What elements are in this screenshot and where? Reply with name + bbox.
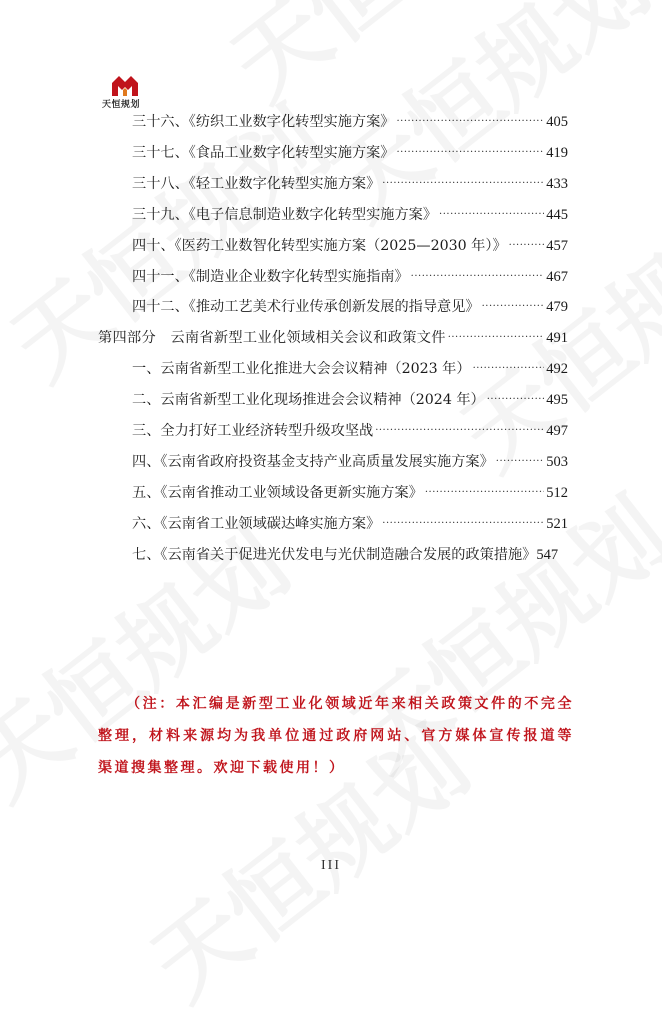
toc-entry-page: 547 bbox=[536, 546, 559, 563]
company-logo bbox=[102, 74, 152, 110]
note-text: （注：本汇编是新型工业化领域近年来相关政策文件的不完全整理，材料来源均为我单位通过政府网站、官方媒体宣传报道等渠道搜集整理。欢迎下载使用！） bbox=[98, 696, 574, 776]
toc-entry-page: 503 bbox=[546, 453, 568, 470]
toc-entry[interactable] bbox=[132, 420, 568, 442]
toc-entry[interactable] bbox=[132, 142, 568, 164]
toc-leader-dots bbox=[375, 420, 544, 442]
toc-entry[interactable] bbox=[132, 451, 568, 473]
toc-entry-title: 六、《云南省工业领域碳达峰实施方案》 bbox=[132, 515, 381, 532]
toc-entry-page: 492 bbox=[546, 361, 568, 378]
toc-entry-title: 三十九、《电子信息制造业数字化转型实施方案》 bbox=[132, 206, 438, 223]
logo-text: 天恒规划 bbox=[102, 100, 141, 110]
watermark-text bbox=[200, 0, 571, 124]
toc-entry[interactable] bbox=[132, 389, 568, 411]
toc-entry-page: 521 bbox=[546, 515, 568, 532]
logo-mark-icon bbox=[110, 74, 140, 96]
toc-entry-page: 405 bbox=[546, 114, 568, 130]
toc-leader-dots bbox=[425, 482, 544, 504]
toc-entry-title: 一、云南省新型工业化推进大会会议精神（2023 年） bbox=[132, 361, 471, 378]
toc-entry-title: 七、《云南省关于促进光伏发电与光伏制造融合发展的政策措施》 bbox=[132, 546, 537, 563]
toc-entry-title: 四十、《医药工业数智化转型实施方案（2025—2030 年）》 bbox=[132, 237, 507, 254]
toc-entry-page: 479 bbox=[546, 299, 568, 316]
toc-leader-dots bbox=[448, 327, 545, 349]
toc-leader-dots bbox=[396, 142, 544, 164]
toc-entry[interactable] bbox=[132, 544, 568, 566]
toc-entry-title: 三十八、《轻工业数字化转型实施方案》 bbox=[132, 175, 381, 192]
toc-entry-page: 433 bbox=[546, 175, 568, 192]
toc-entry-page: 512 bbox=[546, 484, 568, 501]
toc-entry[interactable] bbox=[132, 204, 568, 226]
toc-entry-page: 495 bbox=[546, 392, 568, 409]
toc-entry-title: 四十一、《制造业企业数字化转型实施指南》 bbox=[132, 268, 409, 285]
toc-leader-dots bbox=[439, 204, 544, 226]
toc-entry-title: 四、《云南省政府投资基金支持产业高质量发展实施方案》 bbox=[132, 453, 494, 470]
toc-entry-title: 四十二、《推动工艺美术行业传承创新发展的指导意见》 bbox=[132, 299, 480, 316]
toc-part-heading[interactable] bbox=[98, 327, 568, 349]
toc-leader-dots bbox=[509, 235, 545, 257]
toc-entry[interactable] bbox=[132, 173, 568, 195]
compilation-note bbox=[98, 688, 574, 784]
toc-leader-dots bbox=[411, 266, 545, 288]
toc-entry-page: 419 bbox=[546, 144, 568, 161]
toc-entry[interactable] bbox=[132, 358, 568, 380]
toc-entry-page: 445 bbox=[546, 206, 568, 223]
toc-entry-page: 467 bbox=[546, 268, 568, 285]
toc-entry-page: 497 bbox=[546, 423, 568, 439]
toc-entry-title: 五、《云南省推动工业领域设备更新实施方案》 bbox=[132, 484, 423, 501]
toc-entry[interactable] bbox=[132, 266, 568, 288]
toc-entry-title: 三、全力打好工业经济转型升级攻坚战 bbox=[132, 423, 374, 439]
toc-entry-title: 第四部分 云南省新型工业化领域相关会议和政策文件 bbox=[98, 330, 446, 347]
toc-leader-dots bbox=[496, 451, 544, 473]
toc-entry[interactable] bbox=[132, 513, 568, 535]
toc-entry-page: 491 bbox=[546, 330, 568, 347]
toc-entry[interactable] bbox=[132, 296, 568, 318]
page-number: III bbox=[321, 858, 341, 873]
toc-entry[interactable] bbox=[132, 482, 568, 504]
toc-leader-dots bbox=[382, 173, 544, 195]
toc-leader-dots bbox=[382, 513, 544, 535]
toc-leader-dots bbox=[396, 111, 544, 133]
toc-leader-dots bbox=[482, 296, 545, 318]
toc-entry[interactable] bbox=[132, 111, 568, 133]
toc-leader-dots bbox=[473, 358, 545, 380]
toc-entry-title: 三十七、《食品工业数字化转型实施方案》 bbox=[132, 144, 395, 161]
toc-leader-dots bbox=[487, 389, 545, 411]
toc-entry-page: 457 bbox=[546, 237, 568, 254]
toc-entry[interactable] bbox=[132, 235, 568, 257]
toc-entry-title: 三十六、《纺织工业数字化转型实施方案》 bbox=[132, 114, 395, 130]
toc-entry-title: 二、云南省新型工业化现场推进会会议精神（2024 年） bbox=[132, 392, 485, 409]
